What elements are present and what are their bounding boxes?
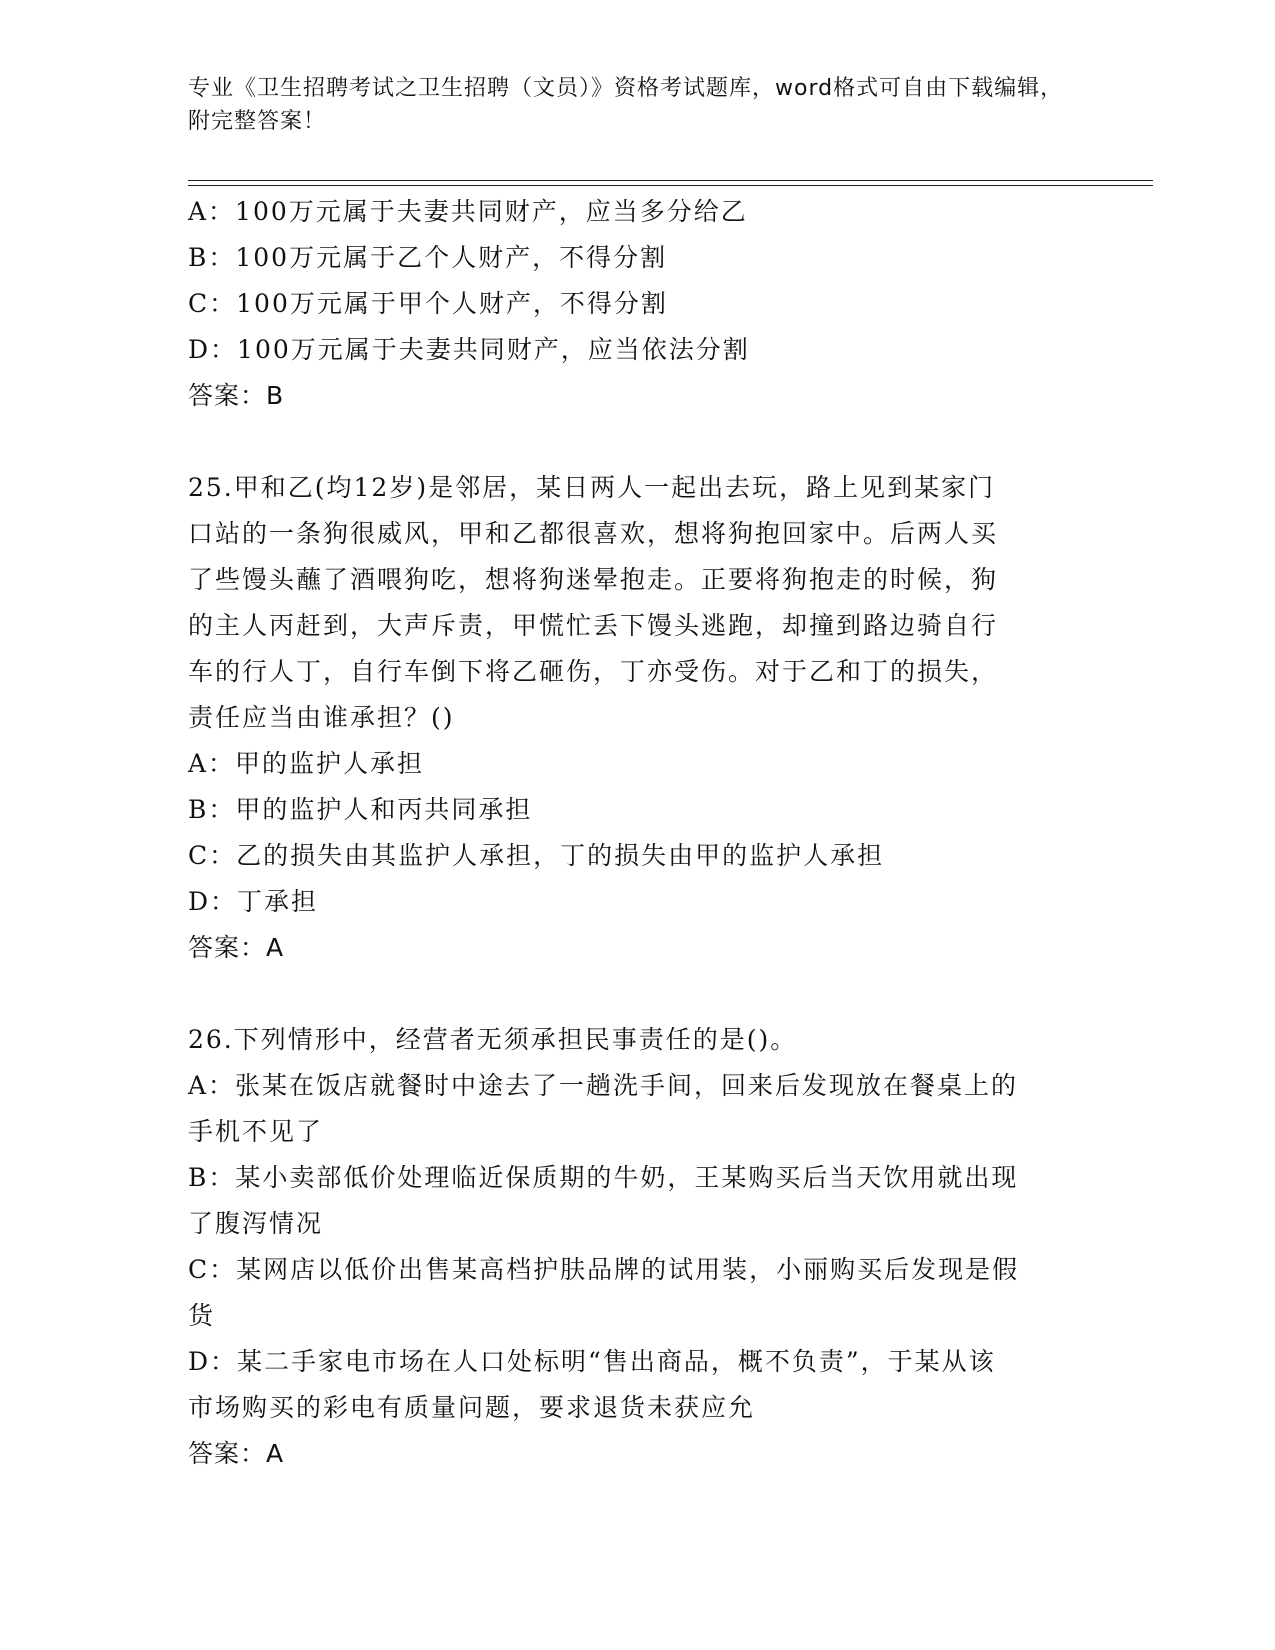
option-b: B：甲的监护人和丙共同承担 — [188, 795, 533, 824]
spacer — [188, 419, 1068, 465]
question-stem: 26.下列情形中，经营者无须承担民事责任的是()。 — [188, 1025, 798, 1054]
answer: 答案：A — [188, 1439, 285, 1468]
option-a: A：100万元属于夫妻共同财产，应当多分给乙 — [188, 197, 748, 226]
option-d-cont: 市场购买的彩电有质量问题，要求退货未获应允 — [188, 1393, 756, 1422]
option-a-cont: 手机不见了 — [188, 1117, 324, 1146]
header-rule — [188, 180, 1153, 186]
option-c: C：乙的损失由其监护人承担，丁的损失由甲的监护人承担 — [188, 841, 885, 870]
option-c-cont: 货 — [188, 1301, 216, 1330]
answer: 答案：A — [188, 933, 285, 962]
option-d: D：100万元属于夫妻共同财产，应当依法分割 — [188, 335, 750, 364]
answer: 答案：B — [188, 381, 285, 410]
question-26 — [188, 1017, 1068, 1477]
question-stem-line: 了些馒头蘸了酒喂狗吃，想将狗迷晕抱走。正要将狗抱走的时候，狗 — [188, 565, 999, 594]
option-a: A：张某在饭店就餐时中途去了一趟洗手间，回来后发现放在餐桌上的 — [188, 1071, 1019, 1100]
option-a: A：甲的监护人承担 — [188, 749, 425, 778]
option-c: C：100万元属于甲个人财产，不得分割 — [188, 289, 668, 318]
question-stem-line: 口站的一条狗很威风，甲和乙都很喜欢，想将狗抱回家中。后两人买 — [188, 519, 999, 548]
option-b: B：100万元属于乙个人财产，不得分割 — [188, 243, 668, 272]
option-c: C：某网店以低价出售某高档护肤品牌的试用装，小丽购买后发现是假 — [188, 1255, 1020, 1284]
page-header: 专业《卫生招聘考试之卫生招聘（文员）》资格考试题库，word格式可自由下载编辑，附完整答案！ — [188, 76, 1064, 134]
option-d: D：丁承担 — [188, 887, 319, 916]
option-b: B：某小卖部低价处理临近保质期的牛奶，王某购买后当天饮用就出现 — [188, 1163, 1019, 1192]
spacer — [188, 971, 1068, 1017]
question-stem-line: 车的行人丁，自行车倒下将乙砸伤，丁亦受伤。对于乙和丁的损失， — [188, 657, 999, 686]
question-stem-line: 25.甲和乙(均12岁)是邻居，某日两人一起出去玩，路上见到某家门 — [188, 473, 996, 502]
option-d: D：某二手家电市场在人口处标明“售出商品，概不负责”，于某从该 — [188, 1347, 996, 1376]
option-b-cont: 了腹泻情况 — [188, 1209, 324, 1238]
question-24 — [188, 189, 1068, 419]
question-stem-line: 的主人丙赶到，大声斥责，甲慌忙丢下馒头逃跑，却撞到路边骑自行 — [188, 611, 999, 640]
question-content — [188, 189, 1068, 1477]
question-25 — [188, 465, 1068, 971]
question-stem-line: 责任应当由谁承担？() — [188, 703, 455, 732]
